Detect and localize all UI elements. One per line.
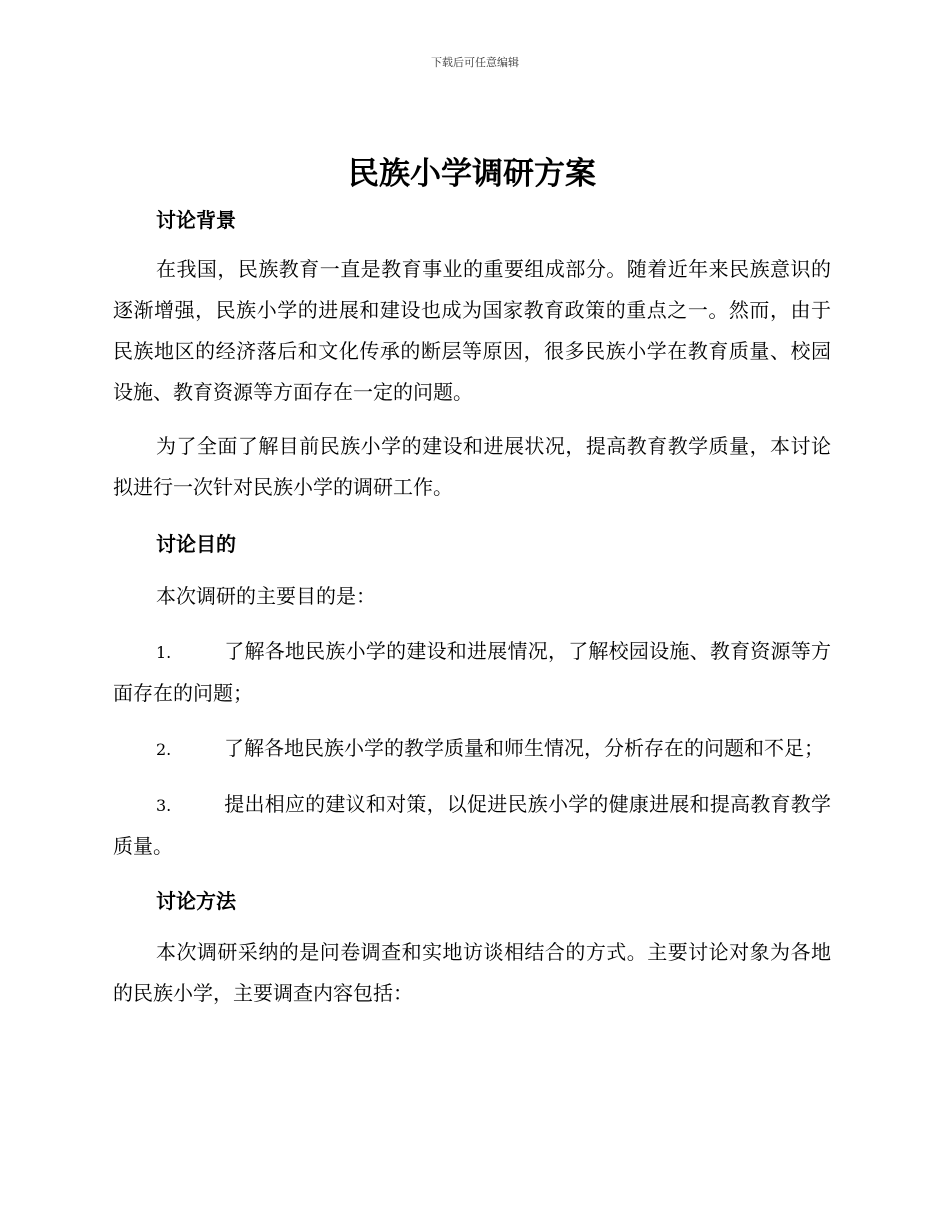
purpose-list-item: [113, 631, 831, 714]
purpose-list-item: [113, 784, 831, 867]
header-note: 下载后可任意编辑: [431, 56, 519, 69]
list-number: 3.: [156, 796, 172, 815]
list-number: 2.: [156, 740, 172, 759]
background-paragraph-2: 为了全面了解目前民族小学的建设和进展状况，提高教育教学质量，本讨论拟进行一次针对民族小学的调研工作。: [113, 434, 831, 499]
section-heading-background: 讨论背景: [156, 208, 236, 232]
list-item-text: 了解各地民族小学的教学质量和师生情况，分析存在的问题和不足；: [224, 736, 824, 760]
document-body: [113, 148, 831, 1014]
list-item-text: 提出相应的建议和对策，以促进民族小学的健康进展和提高教育教学质量。: [113, 792, 831, 858]
method-paragraph-1: 本次调研采纳的是问卷调查和实地访谈相结合的方式。主要讨论对象为各地的民族小学，主要调查内容包括：: [113, 940, 831, 1005]
purpose-intro: 本次调研的主要目的是：: [156, 584, 376, 608]
document-title: 民族小学调研方案: [348, 156, 596, 192]
list-number: 1.: [156, 643, 172, 662]
background-paragraph-1: 在我国，民族教育一直是教育事业的重要组成部分。随着近年来民族意识的逐渐增强，民族小学的进展和建设也成为国家教育政策的重点之一。然而，由于民族地区的经济落后和文化传承的断层等原因，很多民族小学在教育质量、校园设施、教育资源等方面存在一定的问题。: [113, 257, 831, 404]
section-heading-method: 讨论方法: [156, 889, 236, 913]
purpose-list-item: [113, 728, 831, 770]
section-heading-purpose: 讨论目的: [156, 532, 236, 556]
list-item-text: 了解各地民族小学的建设和进展情况，了解校园设施、教育资源等方面存在的问题；: [113, 639, 831, 705]
